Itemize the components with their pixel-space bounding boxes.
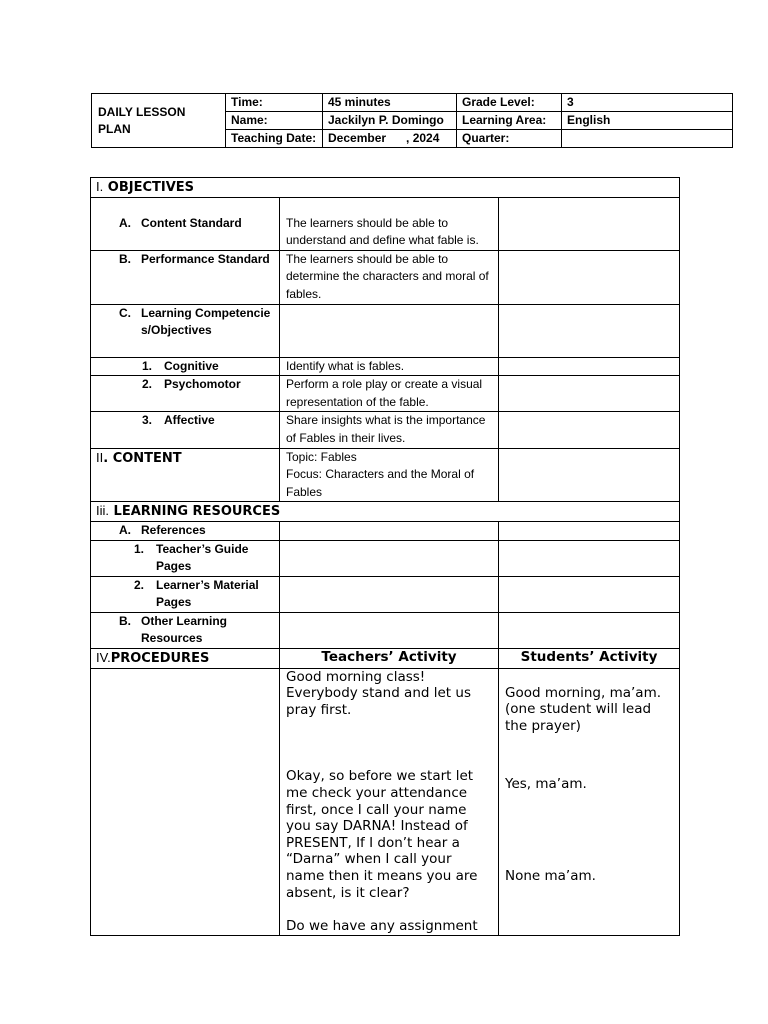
time-value: 45 minutes: [323, 94, 457, 112]
teachers-guide-text: Teacher’s Guide Pages: [156, 541, 249, 574]
cognitive-value: Identify what is fables.: [280, 357, 499, 376]
other-resources-marker: B.: [119, 613, 131, 628]
cognitive-blank: [499, 357, 680, 376]
student-none: None ma’am.: [505, 868, 596, 885]
cognitive-label: [91, 357, 280, 376]
performance-standard-label: [91, 250, 280, 304]
content-standard-marker: A.: [119, 215, 131, 230]
teachers-activity-cell: [280, 668, 499, 935]
teachers-guide-label: [91, 540, 280, 576]
cognitive-text: Cognitive: [164, 358, 219, 373]
content-focus: Focus: Characters and the Moral of Fables: [286, 467, 475, 499]
references-value: [280, 521, 499, 540]
student-yes: Yes, ma’am.: [505, 776, 587, 793]
performance-standard-blank: [499, 250, 680, 304]
teacher-attendance: Okay, so before we start let me check your attendance first, once I call your name you say DARNA! Instead of PRESENT, If I don’t hear a “Darna” when I call your name then it means you are absent, is it clear?: [286, 768, 478, 901]
objectives-number: I.: [96, 179, 104, 194]
student-greeting: Good morning, ma’am. (one student will lead the prayer): [505, 684, 662, 734]
learners-material-text: Learner’s Material Pages: [156, 577, 259, 610]
psychomotor-marker: 2.: [142, 377, 153, 392]
content-title: . CONTENT: [103, 450, 182, 466]
affective-value: Share insights what is the importance of Fables in their lives.: [280, 412, 499, 448]
learners-material-blank: [499, 576, 680, 612]
competencies-label: [91, 304, 280, 357]
psychomotor-value: Perform a role play or create a visual representation of the fable.: [280, 376, 499, 412]
references-blank: [499, 521, 680, 540]
objectives-title: OBJECTIVES: [107, 180, 194, 195]
teachers-guide-blank: [499, 540, 680, 576]
teaching-date-value: December , 2024: [323, 130, 457, 148]
other-resources-value: [280, 612, 499, 648]
resources-number: Iii.: [96, 503, 109, 519]
name-value: Jackilyn P. Domingo: [323, 112, 457, 130]
name-label: Name:: [226, 112, 323, 130]
content-blank: [499, 448, 680, 502]
affective-blank: [499, 412, 680, 448]
teacher-spacer-2: [286, 901, 494, 918]
other-resources-text: Other Learning Resources: [141, 613, 228, 646]
teaching-date-label: Teaching Date:: [226, 130, 323, 148]
procedures-number: IV.: [96, 650, 111, 666]
competencies-text: Learning Competencies/Objectives: [141, 305, 271, 338]
content-topic-cell: [280, 448, 499, 502]
student-spacer-2: [505, 793, 675, 868]
teachers-guide-marker: 1.: [134, 541, 145, 556]
lesson-header-table: [91, 93, 733, 148]
teachers-activity-heading: Teachers’ Activity: [280, 649, 499, 669]
references-text: References: [141, 522, 206, 537]
affective-label: [91, 412, 280, 448]
student-spacer-1: [505, 734, 675, 776]
cognitive-marker: 1.: [142, 358, 153, 373]
procedures-heading: [91, 649, 280, 669]
learners-material-value: [280, 576, 499, 612]
psychomotor-blank: [499, 376, 680, 412]
learning-area-value: English: [562, 112, 733, 130]
competencies-blank: [499, 304, 680, 357]
content-standard-text: Content Standard: [141, 215, 242, 230]
affective-marker: 3.: [142, 413, 153, 428]
objectives-heading: [91, 178, 680, 198]
references-marker: A.: [119, 522, 131, 537]
performance-standard-value: The learners should be able to determine the characters and moral of fables.: [280, 250, 499, 304]
references-label: [91, 521, 280, 540]
teacher-assignment: Do we have any assignment: [286, 918, 478, 935]
quarter-value: [562, 130, 733, 148]
students-activity-cell: [499, 668, 680, 935]
grade-level-label: Grade Level:: [457, 94, 562, 112]
resources-heading: [91, 502, 680, 522]
other-resources-label: [91, 612, 280, 648]
procedures-title: PROCEDURES: [110, 651, 210, 667]
lesson-plan-table: [90, 177, 680, 936]
student-spacer-0: [505, 669, 675, 685]
grade-level-value: 3: [562, 94, 733, 112]
students-activity-heading: Students’ Activity: [499, 649, 680, 669]
procedures-left-blank: [91, 668, 280, 935]
competencies-value: [280, 304, 499, 357]
resources-title: LEARNING RESOURCES: [113, 504, 281, 520]
other-resources-blank: [499, 612, 680, 648]
content-number: II: [96, 449, 104, 465]
performance-standard-text: Performance Standard: [141, 251, 270, 266]
teacher-greeting: Good morning class! Everybody stand and let us pray first.: [286, 668, 471, 718]
quarter-label: Quarter:: [457, 130, 562, 148]
content-standard-value: The learners should be able to understand and define what fable is.: [280, 197, 499, 250]
competencies-marker: C.: [119, 305, 131, 320]
affective-text: Affective: [164, 413, 215, 428]
lesson-plan-title: DAILY LESSON PLAN: [92, 94, 226, 148]
content-standard-blank: [499, 197, 680, 250]
learners-material-marker: 2.: [134, 577, 145, 592]
content-heading: [91, 448, 280, 502]
performance-standard-marker: B.: [119, 251, 131, 266]
teachers-guide-value: [280, 540, 499, 576]
psychomotor-label: [91, 376, 280, 412]
learners-material-label: [91, 576, 280, 612]
content-standard-label: [91, 197, 280, 250]
learning-area-label: Learning Area:: [457, 112, 562, 130]
content-topic: Topic: Fables: [286, 449, 357, 464]
teacher-spacer-1: [286, 718, 494, 768]
time-label: Time:: [226, 94, 323, 112]
psychomotor-text: Psychomotor: [164, 377, 241, 392]
